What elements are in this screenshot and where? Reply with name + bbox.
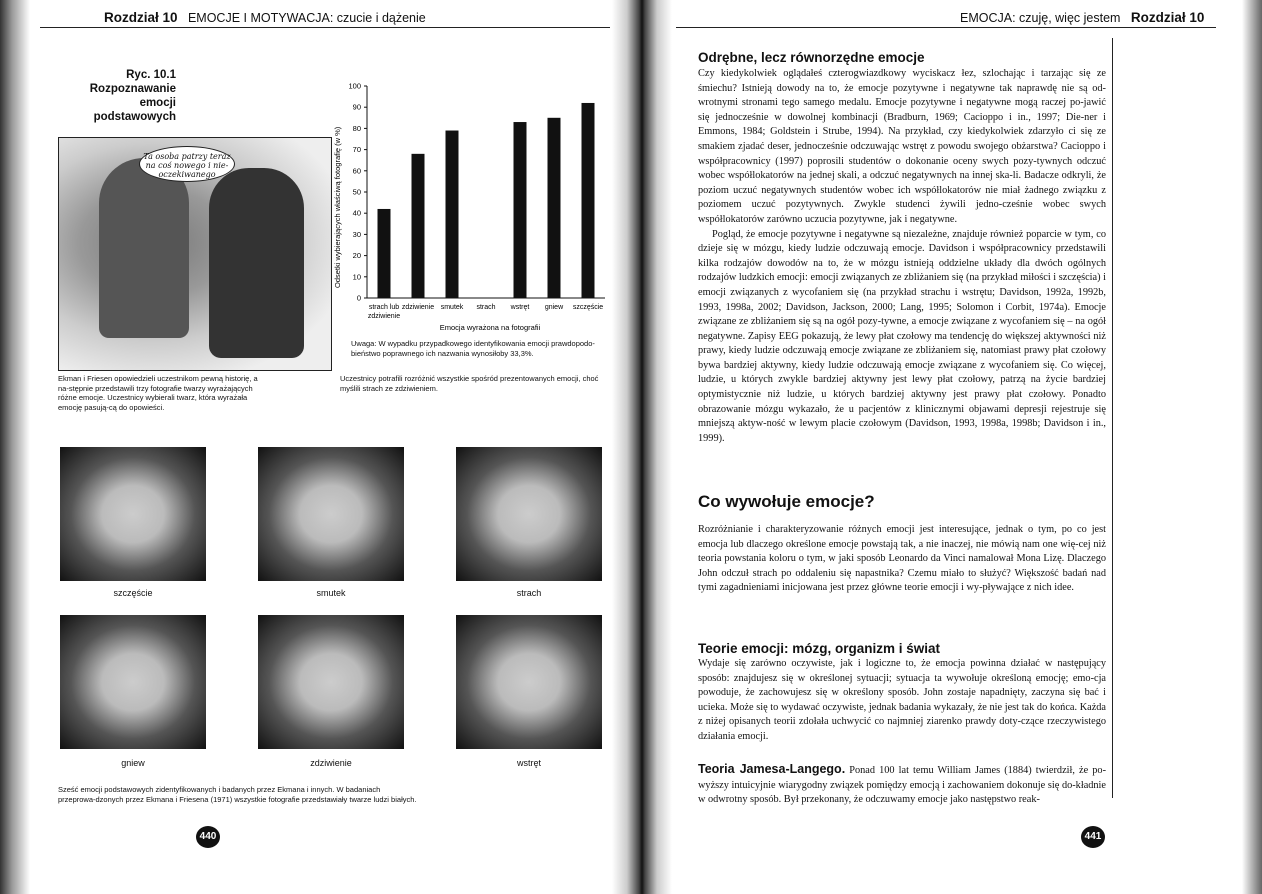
paragraph-1 — [698, 67, 1106, 446]
y-tick-label: 90 — [352, 102, 361, 112]
right-header-title: EMOCJA: czuję, więc jestem — [960, 11, 1121, 25]
left-page-edge — [0, 0, 30, 894]
left-header-rule — [40, 27, 610, 28]
chart-xlabel: Emocja wyrażona na fotografii — [439, 323, 541, 332]
bar-4 — [514, 122, 527, 298]
x-tick-label: wstręt — [510, 304, 530, 311]
book-gutter — [612, 0, 672, 894]
faces-caption: Sześć emocji podstawowych zidentyfikowanych i badanych przez Ekmana i innych. W badaniach przeprowa-dzonych przez Ekmana i Friesena (1971) wszystkie fotografie przedstawiały twarze ludzi białych. — [58, 785, 417, 804]
y-tick-label: 40 — [352, 208, 361, 218]
left-running-header — [104, 10, 426, 25]
right-header-rule — [676, 27, 1216, 28]
face-label-surprise: zdziwienie — [310, 758, 352, 768]
cartoon-illustration — [58, 137, 332, 371]
face-photo-happiness — [60, 447, 206, 581]
x-tick-label: szczęście — [572, 304, 604, 311]
chart-ylabel: Odsetki wybierających właściwą fotografię (w %) — [333, 126, 342, 288]
paragraph-1-text: Czy kiedykolwiek oglądałeś czterogwiazdkowy wyciskacz łez, szlochając i tarzając się ze śmiechu? Istnieją dowody na to, że emocje pozytywne i negatywne tak naprawdę nie są od-wrotnymi stronami tego samego medalu. Emocje pozytywne i negatywne mogą raczej po-jawić się jednocześnie w dowolnej kombinacji (Bradburn, 1969; Cacioppo i in., 1997; Die-ner i Emmons, 1984; Goldstein i Strube, 1994). Na przykład, czy kiedykolwiek zdarzyło ci się ze smakiem zjadać deser, jednocześnie odczuwając wstręt z powodu swojego obżarstwa? Cacioppo i współpracownicy (1997) poprosili studentów o dokonanie oceny swych pozy-tywnych odczuć wobec współlokatorów na jednej skali, a odczuć negatywnych na innej ska-li. Badacze odkryli, że poziom uczuć negatywnych studentów wobec ich współlokatorów nie miał żadnego związku z poziomem uczuć pozytywnych. Zwykle studenci żywili jedno-cześnie wobec swych współlokatorów zarówno uczucia pozytywne, jak i negatywne. — [698, 68, 1106, 225]
figure-title-line2: podstawowych — [93, 111, 176, 123]
y-tick-label: 80 — [352, 123, 361, 133]
speech-bubble: Ta osoba patrzy teraz na coś nowego i nie-oczekiwanego — [139, 146, 235, 182]
figure-title — [60, 68, 176, 124]
figure-label: Ryc. 10.1 — [126, 69, 176, 81]
bar-chart — [330, 78, 610, 368]
paragraph-4: Wydaje się zarówno oczywiste, jak i logiczne to, że emocja powinna działać w następujący sposób: znajdujesz się w określonej sytuacji; sytuacja ta wywołuje określoną emocję; emo-cja powoduje, że zachowujesz się w określony sposób. John zostaje napadnięty, zaczyna się bać i ucieka. Może się to wydawać oczywiste, jednak badania wykazały, że nie jest tak do końca. Każda z niżej opisanych teorii zdołała uchwycić co najmniej ziarenko prawdy doty-czące rzeczywistego działania emocji. — [698, 658, 1106, 742]
face-photo-sadness — [258, 447, 404, 581]
y-tick-label: 20 — [352, 251, 361, 261]
left-page-number: 440 — [196, 826, 220, 848]
right-chapter-label: Rozdział 10 — [1130, 10, 1205, 25]
y-tick-label: 50 — [352, 187, 361, 197]
x-tick-label: strach — [476, 304, 496, 311]
right-page-edge — [1242, 0, 1262, 894]
cartoon-researcher — [99, 158, 189, 338]
bar-2 — [446, 131, 459, 298]
chart-caption: Uczestnicy potrafili rozróżnić wszystkie spośród prezentowanych emocji, choć myślili strach ze zdziwieniem. — [340, 374, 599, 393]
x-tick-label: zdziwienie — [401, 304, 435, 311]
heading-separate-emotions: Odrębne, lecz równorzędne emocje — [698, 50, 925, 65]
y-tick-label: 70 — [352, 145, 361, 155]
figure-title-line1: Rozpoznawanie emocji — [89, 83, 176, 109]
left-header-title: EMOCJE I MOTYWACJA: czucie i dążenie — [187, 11, 426, 25]
face-photo-disgust — [456, 615, 602, 749]
y-tick-label: 30 — [352, 229, 361, 239]
james-lange-heading: Teoria Jamesa-Langego. — [698, 762, 846, 776]
bar-5 — [548, 118, 561, 298]
face-label-fear: strach — [516, 588, 542, 598]
x-tick-label: zdziwienie — [367, 313, 401, 320]
bar-0 — [378, 209, 391, 298]
right-running-header — [960, 10, 1204, 25]
chart-note: Uwaga: W wypadku przypadkowego identyfikowania emocji prawdopodo-bieństwo poprawnego ich nazwania wynosiłoby 33,3%. — [351, 339, 595, 358]
face-label-happiness: szczęście — [113, 588, 153, 598]
x-tick-label: smutek — [440, 304, 464, 311]
paragraph-2-text: Pogląd, że emocje pozytywne i negatywne są niezależne, znajduje również poparcie w tym, co dzieje się w mózgu, kiedy ludzie odczuwają emocje. Davidson i współpracownicy przedstawili kilka rodzajów dowodów na to, że w mózgu istnieją oddzielne układy dla dwóch ogólnych rodzajów ludzkich emocji: emocji związanych ze zbliżaniem się (na przykład miłości i szczęścia) i emocji związanych z wycofaniem się (na przykład strachu i wstrętu; Davidson, 1992a, 1992b, 1993, 1998a, 2002; Davidson, Jackson, 2000; Lang, 1995; Solomon i Corbit, 1974a). Emocje związane ze zbliżaniem się są na ogół pozy-tywne, a emocje związane z wycofaniem się – na ogół negatywne. Zapisy EEG pokazują, że lewy płat czołowy ma tendencję do większej aktywności niż prawy, kiedy ludzie odczuwają emocje związane ze zbliżaniem się, natomiast prawy płat czołowy bywa bardziej aktywny, kiedy ludzie odczuwają emocje związane z wycofaniem się. Co więcej, ludzie, u których zwykle bardziej aktywny jest lewy płat czołowy, patrzą na życie bardziej optymistycznie niż ludzie, u których bardziej aktywny jest prawy płat czołowy. Ponadto obrazowanie mózgu wykazało, że u pacjentów z klinicznymi objawami depresji rejestruje się mniejszą aktyw-ność w lewym placie czołowym (Davidson, 1993, 1998a, 1998b; Davidson i in., 1999). — [698, 228, 1106, 444]
heading-what-causes-emotions: Co wywołuje emocje? — [698, 492, 875, 511]
face-photo-fear — [456, 447, 602, 581]
cartoon-participant — [209, 168, 304, 358]
paragraph-5 — [698, 762, 1106, 808]
face-label-anger: gniew — [121, 758, 145, 768]
right-margin-rule — [1112, 38, 1113, 798]
y-tick-label: 0 — [356, 293, 361, 303]
paragraph-5-text: Ponad 100 lat temu William James (1884) twierdził, że po-wyższy intuicyjnie wiarygodny związek pomiędzy emocją i zachowaniem dokonuje się do-kładnie w odwrotny sposób. Był przekonany, że odczuwamy emocje jako następstwo reak- — [698, 765, 1106, 806]
face-label-disgust: wstręt — [516, 758, 541, 768]
face-photo-anger — [60, 615, 206, 749]
bar-6 — [582, 103, 595, 298]
y-tick-label: 60 — [352, 166, 361, 176]
cartoon-caption: Ekman i Friesen opowiedzieli uczestnikom pewną historię, a na-stępnie przedstawili trzy fotografie twarzy wyrażających różne emocje. Uczestnicy wybierali twarz, która wyrażała emocję pasują-cą do opowieści. — [58, 374, 258, 412]
y-tick-label: 10 — [352, 272, 361, 282]
bar-1 — [412, 154, 425, 298]
face-label-sadness: smutek — [316, 588, 346, 598]
x-tick-label: gniew — [544, 304, 564, 311]
paragraph-3: Rozróżnianie i charakteryzowanie różnych emocji jest interesujące, jednak o tym, po co jest emocja lub dlaczego określone emocje powstają tak, a nie inaczej, nie mówią nam one wię-cej niż teoria powstania koloru o tym, w jaki sposób Leonardo da Vinci namalował Mona Lizę. Dlaczego John odczuł strach po oddaleniu się napastnika? Czemu miało to służyć? Większość badań nad tymi zagadnieniami inicjowana jest przez główne teorie emocji i wy-pływające z nich idee. — [698, 524, 1106, 594]
left-chapter-label: Rozdział 10 — [104, 10, 178, 25]
y-tick-label: 100 — [348, 81, 361, 91]
right-page-number: 441 — [1081, 826, 1105, 848]
x-tick-label: strach lub — [368, 304, 400, 311]
heading-emotion-theories: Teorie emocji: mózg, organizm i świat — [698, 641, 941, 656]
face-photo-surprise — [258, 615, 404, 749]
